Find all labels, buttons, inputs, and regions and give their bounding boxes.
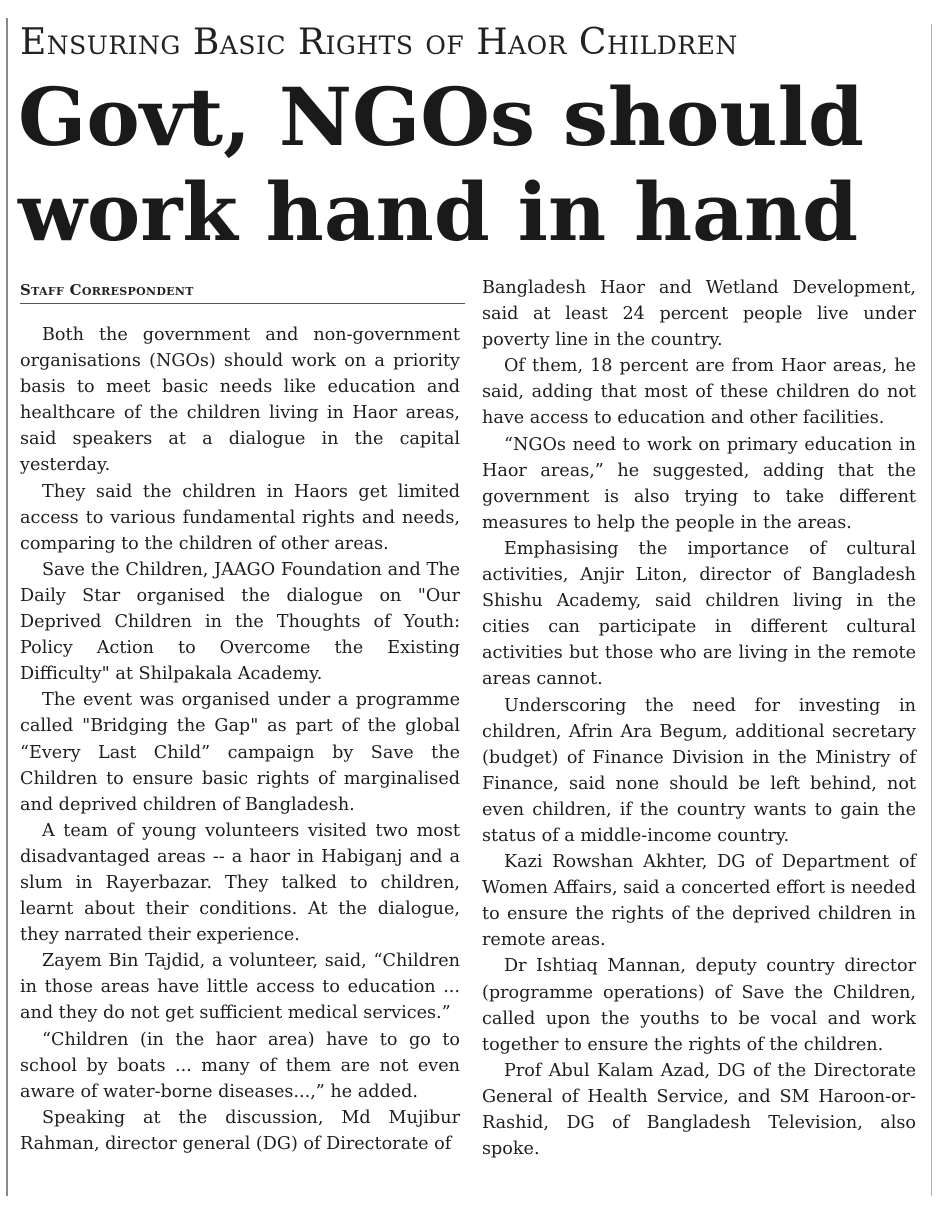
paragraph: Bangladesh Haor and Wetland Development, said at least 24 percent people live under poverty line in the country. bbox=[482, 278, 916, 351]
paragraph: A team of young volunteers visited two most disadvantaged areas -- a haor in Habiganj and a slum in Rayerbazar. They talked to children, learnt about their conditions. At the dialogue, they narrated their experience. bbox=[20, 820, 460, 946]
paragraph: Kazi Rowshan Akhter, DG of Department of Women Affairs, said a concerted effort is needed to ensure the rights of the deprived children in remote areas. bbox=[482, 852, 916, 951]
paragraph: The event was organised under a programme called "Bridging the Gap" as part of the global “Every Last Child” campaign by Save the Children to ensure basic rights of marginalised and deprived children of Bangladesh. bbox=[20, 690, 460, 815]
paragraph: Underscoring the need for investing in children, Afrin Ara Begum, additional secretary (budget) of Finance Division in the Ministry of Finance, said none should be left behind, not even children, if the country wants to gain the status of a middle-income country. bbox=[482, 695, 916, 846]
article-column-2 bbox=[482, 275, 916, 1162]
paragraph: Of them, 18 percent are from Haor areas, he said, adding that most of these children do not have access to education and other facilities. bbox=[482, 356, 916, 429]
paragraph: Both the government and non-government organisations (NGOs) should work on a priority basis to meet basic needs like education and healthcare of the children living in Haor areas, said speakers at a dialogue in the capital yesterday. bbox=[20, 325, 460, 476]
paragraph: Zayem Bin Tajdid, a volunteer, said, “Children in those areas have little access to education ... and they do not get sufficient medical services.” bbox=[20, 951, 460, 1024]
paragraph: “NGOs need to work on primary education in Haor areas,” he suggested, adding that the government is also trying to take different measures to help the people in the areas. bbox=[482, 434, 916, 533]
paragraph: Prof Abul Kalam Azad, DG of the Directorate General of Health Service, and SM Haroon-or-Rashid, DG of Bangladesh Television, also spoke. bbox=[482, 1060, 916, 1160]
paragraph: “Children (in the haor area) have to go to school by boats ... many of them are not even aware of water-borne diseases...,” he added. bbox=[20, 1029, 460, 1102]
paragraph: Speaking at the discussion, Md Mujibur Rahman, director general (DG) of Directorate of bbox=[20, 1107, 460, 1154]
headline: Govt, NGOs should work hand in hand bbox=[18, 70, 864, 259]
article-column-1 bbox=[20, 322, 460, 1157]
paragraph: Dr Ishtiaq Mannan, deputy country director (programme operations) of Save the Children, called upon the youths to be vocal and work together to ensure the rights of the children. bbox=[482, 956, 916, 1055]
byline-rule bbox=[20, 303, 465, 304]
paragraph: Emphasising the importance of cultural activities, Anjir Liton, director of Bangladesh Shishu Academy, said children living in the cities can participate in different cultural activities but those who are living in the remote areas cannot. bbox=[482, 538, 916, 690]
byline: Staff Correspondent bbox=[20, 281, 194, 299]
paragraph: They said the children in Haors get limited access to various fundamental rights and needs, comparing to the children of other areas. bbox=[20, 481, 460, 554]
kicker: Ensuring Basic Rights of Haor Children bbox=[20, 22, 738, 63]
column-rule-right bbox=[931, 24, 932, 1196]
column-rule-left bbox=[6, 18, 8, 1196]
paragraph: Save the Children, JAAGO Foundation and The Daily Star organised the dialogue on "Our Deprived Children in the Thoughts of Youth: Policy Action to Overcome the Existing Difficulty" at Shilpakala Academy. bbox=[20, 559, 460, 685]
